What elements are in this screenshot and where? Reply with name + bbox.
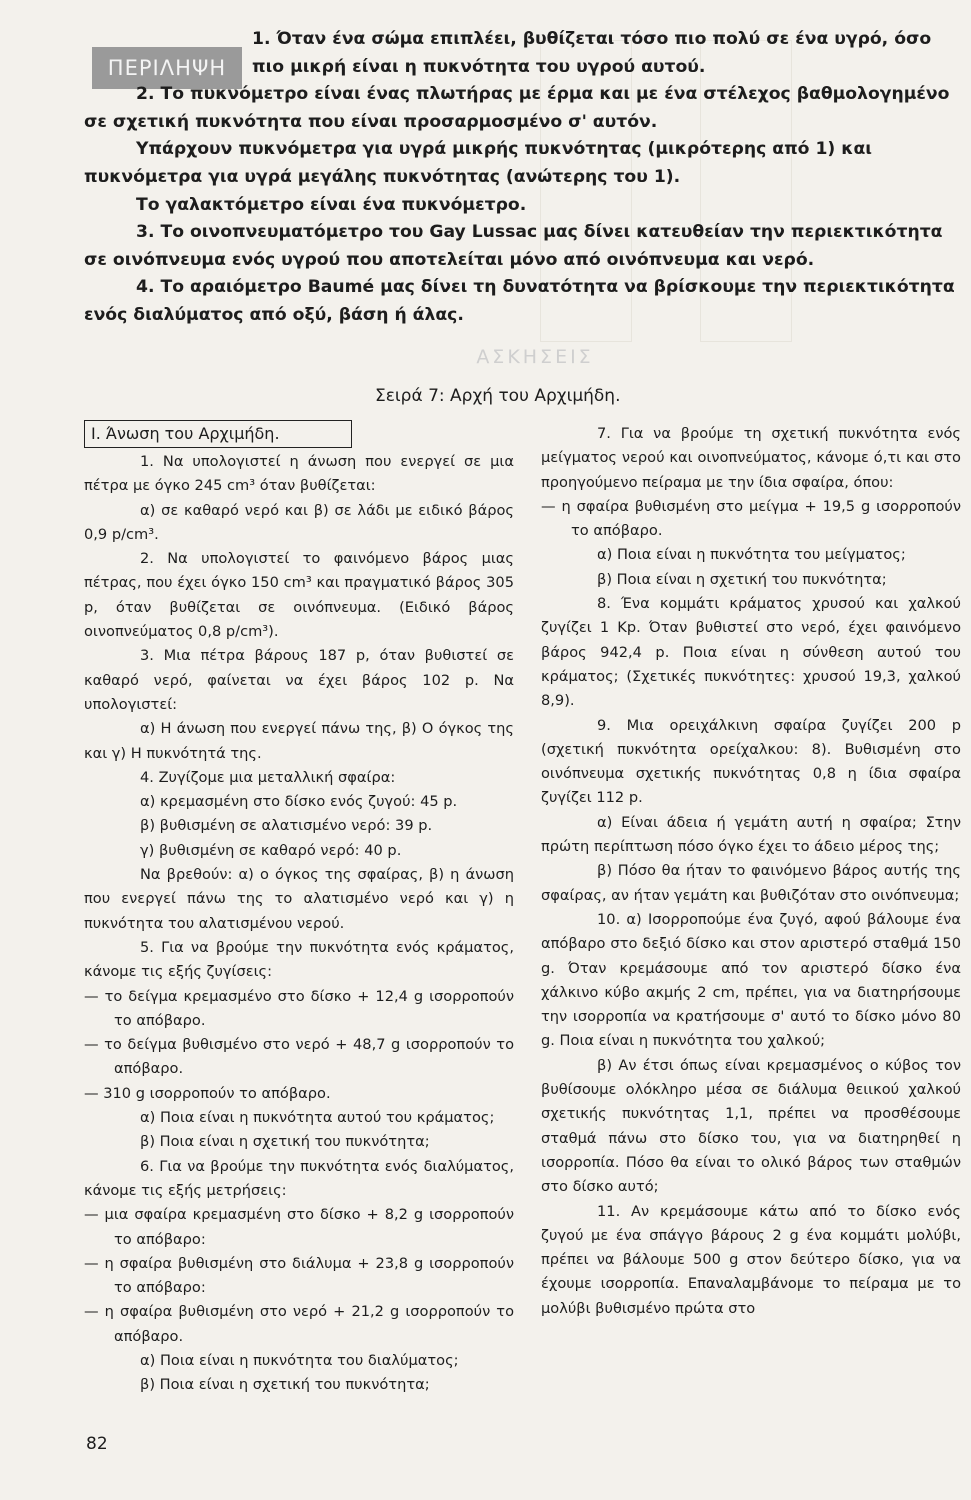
exercise-paragraph: β) Ποια είναι η σχετική του πυκνότητα; <box>140 1376 430 1394</box>
summary-badge: ΠΕΡΙΛΗΨΗ <box>92 47 242 89</box>
exercise-paragraph: β) Ποια είναι η σχετική του πυκνότητα; <box>140 1133 430 1151</box>
exercise-paragraph: 4. Ζυγίζομε μια μεταλλική σφαίρα: <box>140 768 396 786</box>
exercise-paragraph: — το δείγμα βυθισμένο στο νερό + 48,7 g ισορροπούν το απόβαρο. <box>84 1036 514 1078</box>
summary-item: Υπάρχουν πυκνόμετρα για υγρά μικρής πυκνότητας (μικρότερης από 1) και πυκνόμετρα για υγρά μεγάλης πυκνότητας (ανώτερης του 1). <box>84 139 872 187</box>
exercise-paragraph: 5. Για να βρούμε την πυκνότητα ενός κράματος, κάνομε τις εξής ζυγίσεις: <box>84 938 514 981</box>
exercise-paragraph: α) Η άνωση που ενεργεί πάνω της, β) Ο όγκος της και γ) Η πυκνότητά της. <box>84 720 514 762</box>
exercise-paragraph: α) Ποια είναι η πυκνότητα αυτού του κράματος; <box>140 1109 495 1127</box>
exercise-paragraph: α) σε καθαρό νερό και β) σε λάδι με ειδικό βάρος 0,9 p/cm³. <box>84 501 514 543</box>
exercise-paragraph: α) Ποια είναι η πυκνότητα του διαλύματος; <box>140 1351 459 1369</box>
exercise-paragraph: 2. Να υπολογιστεί το φαινόμενο βάρος μιας πέτρας, που έχει όγκο 150 cm³ και πραγματικό βάρος 305 p, όταν βυθίζεται σε οινόπνευμα. (Ειδικό βάρος οινοπνεύματος 0,8 p/cm³). <box>84 550 514 641</box>
page-number: 82 <box>86 1434 108 1454</box>
summary-item: Το γαλακτόμετρο είναι ένα πυκνόμετρο. <box>136 194 527 215</box>
exercise-paragraph: 1. Να υπολογιστεί η άνωση που ενεργεί σε μια πέτρα με όγκο 245 cm³ όταν βυθίζεται: <box>84 453 514 495</box>
exercises-heading: ΑΣΚΗΣΕΙΣ <box>476 346 594 368</box>
right-column <box>541 422 961 1321</box>
summary-item: 1. Όταν ένα σώμα επιπλέει, βυθίζεται τόσο πιο πολύ σε ένα υγρό, όσο πιο μικρή είναι η πυκνότητα του υγρού αυτού. <box>252 29 932 77</box>
series-title: Σειρά 7: Αρχή του Αρχιμήδη. <box>375 386 621 406</box>
exercise-paragraph: — το δείγμα κρεμασμένο στο δίσκο + 12,4 g ισορροπούν το απόβαρο. <box>84 987 514 1029</box>
exercise-paragraph: 6. Για να βρούμε την πυκνότητα ενός διαλύματος, κάνομε τις εξής μετρήσεις: <box>84 1157 514 1199</box>
exercise-paragraph: α) κρεμασμένη στο δίσκο ενός ζυγού: 45 p. <box>140 793 458 811</box>
exercise-paragraph: α) Ποια είναι η πυκνότητα του μείγματος; <box>597 546 906 564</box>
exercise-paragraph: 10. α) Ισορροπούμε ένα ζυγό, αφού βάλουμε ένα απόβαρο στο δεξιό δίσκο και στον αριστερό σταθμά 150 g. Όταν κρεμάσουμε από τον αριστερό δίσκο ένα χάλκινο κύβο ακμής 2 cm, πρέπει, για να διατηρήσουμε την ισορροπία να κρατήσουμε σ' αυτό το δίσκο μόνο 80 g. Ποια είναι η πυκνότητα του χαλκού; <box>541 910 961 1050</box>
section-title: I. Άνωση του Αρχιμήδη. <box>84 420 352 448</box>
summary-item: 2. Το πυκνόμετρο είναι ένας πλωτήρας με έρμα και με ένα στέλεχος βαθμολογημένο σε σχετική πυκνότητα που είναι προσαρμοσμένο σ' αυτόν. <box>84 84 950 132</box>
exercise-paragraph: — η σφαίρα βυθισμένη στο μείγμα + 19,5 g ισορροπούν το απόβαρο. <box>541 497 961 540</box>
summary-item: 3. Το οινοπνευματόμετρο του Gay Lussac μας δίνει κατευθείαν την περιεκτικότητα σε οινόπνευμα ενός υγρού που αποτελείται μόνο από οινόπνευμα και νερό. <box>84 222 943 270</box>
exercise-paragraph: — η σφαίρα βυθισμένη στο νερό + 21,2 g ισορροπούν το απόβαρο. <box>84 1303 514 1345</box>
exercise-paragraph: 8. Ένα κομμάτι κράματος χρυσού και χαλκού ζυγίζει 1 Kp. Όταν βυθιστεί στο νερό, έχει φαινόμενο βάρος 942,4 p. Ποια είναι η σύνθεση αυτού του κράματος; (Σχετικές πυκνότητες: χρυσού 19,3, χαλκού 8,9). <box>541 595 961 710</box>
exercise-paragraph: β) βυθισμένη σε αλατισμένο νερό: 39 p. <box>140 817 433 835</box>
summary-item: 4. Το αραιόμετρο Baumé μας δίνει τη δυνατότητα να βρίσκουμε την περιεκτικότητα ενός διαλύματος από οξύ, βάση ή άλας. <box>84 277 955 325</box>
exercise-paragraph: β) Αν έτσι όπως είναι κρεμασμένος ο κύβος τον βυθίσουμε ολόκληρο μέσα σε διάλυμα θειικού χαλκού σχετικής πυκνότητας 1,1, πρέπει να προσθέσουμε σταθμά πάνω στο δίσκο του, για να διατηρηθεί η ισορροπία. Πόσο θα είναι το ολικό βάρος των σταθμών στο δίσκο αυτό; <box>541 1056 961 1196</box>
exercise-paragraph: 7. Για να βρούμε τη σχετική πυκνότητα ενός μείγματος νερού και οινοπνεύματος, κάνομε ό,τι και στο προηγούμενο πείραμα με την ίδια σφαίρα, όπου: <box>541 425 961 491</box>
left-column <box>84 450 514 1398</box>
exercise-paragraph: — μια σφαίρα κρεμασμένη στο δίσκο + 8,2 g ισορροπούν το απόβαρο: <box>84 1206 514 1248</box>
exercise-paragraph: — η σφαίρα βυθισμένη στο διάλυμα + 23,8 g ισορροπούν το απόβαρο: <box>84 1254 514 1297</box>
exercise-paragraph: γ) βυθισμένη σε καθαρό νερό: 40 p. <box>140 841 402 859</box>
exercise-paragraph: Να βρεθούν: α) ο όγκος της σφαίρας, β) η άνωση που ενεργεί πάνω της το αλατισμένο νερό και γ) η πυκνότητα του αλατισμένου νερού. <box>84 866 514 932</box>
exercise-paragraph: β) Ποια είναι η σχετική του πυκνότητα; <box>597 570 887 588</box>
exercise-paragraph: 3. Μια πέτρα βάρους 187 p, όταν βυθιστεί σε καθαρό νερό, φαίνεται να έχει βάρος 102 p. Να υπολογιστεί: <box>84 647 514 713</box>
exercise-paragraph: α) Είναι άδεια ή γεμάτη αυτή η σφαίρα; Στην πρώτη περίπτωση πόσο όγκο έχει το άδειο μέρος της; <box>541 813 961 856</box>
exercise-paragraph: — 310 g ισορροπούν το απόβαρο. <box>84 1084 331 1102</box>
exercise-paragraph: 9. Μια ορειχάλκινη σφαίρα ζυγίζει 200 p (σχετική πυκνότητα ορείχαλκου: 8). Βυθισμένη στο οινόπνευμα σχετικής πυκνότητας 0,8 η ίδια σφαίρα ζυγίζει 112 p. <box>541 716 961 807</box>
exercise-paragraph: 11. Αν κρεμάσουμε κάτω από το δίσκο ενός ζυγού με ένα σπάγγο βάρους 2 g ένα κομμάτι μολύβι, πρέπει να βάλουμε 500 g στον δεύτερο δίσκο, για να έχουμε ισορροπία. Επαναλαμβάνομε το πείραμα με το μολύβι βυθισμένο πρώτα στο <box>541 1202 961 1317</box>
summary-block <box>84 26 964 330</box>
exercise-paragraph: β) Πόσο θα ήταν το φαινόμενο βάρος αυτής της σφαίρας, αν ήταν γεμάτη και βυθιζόταν στο οινόπνευμα; <box>541 862 961 904</box>
